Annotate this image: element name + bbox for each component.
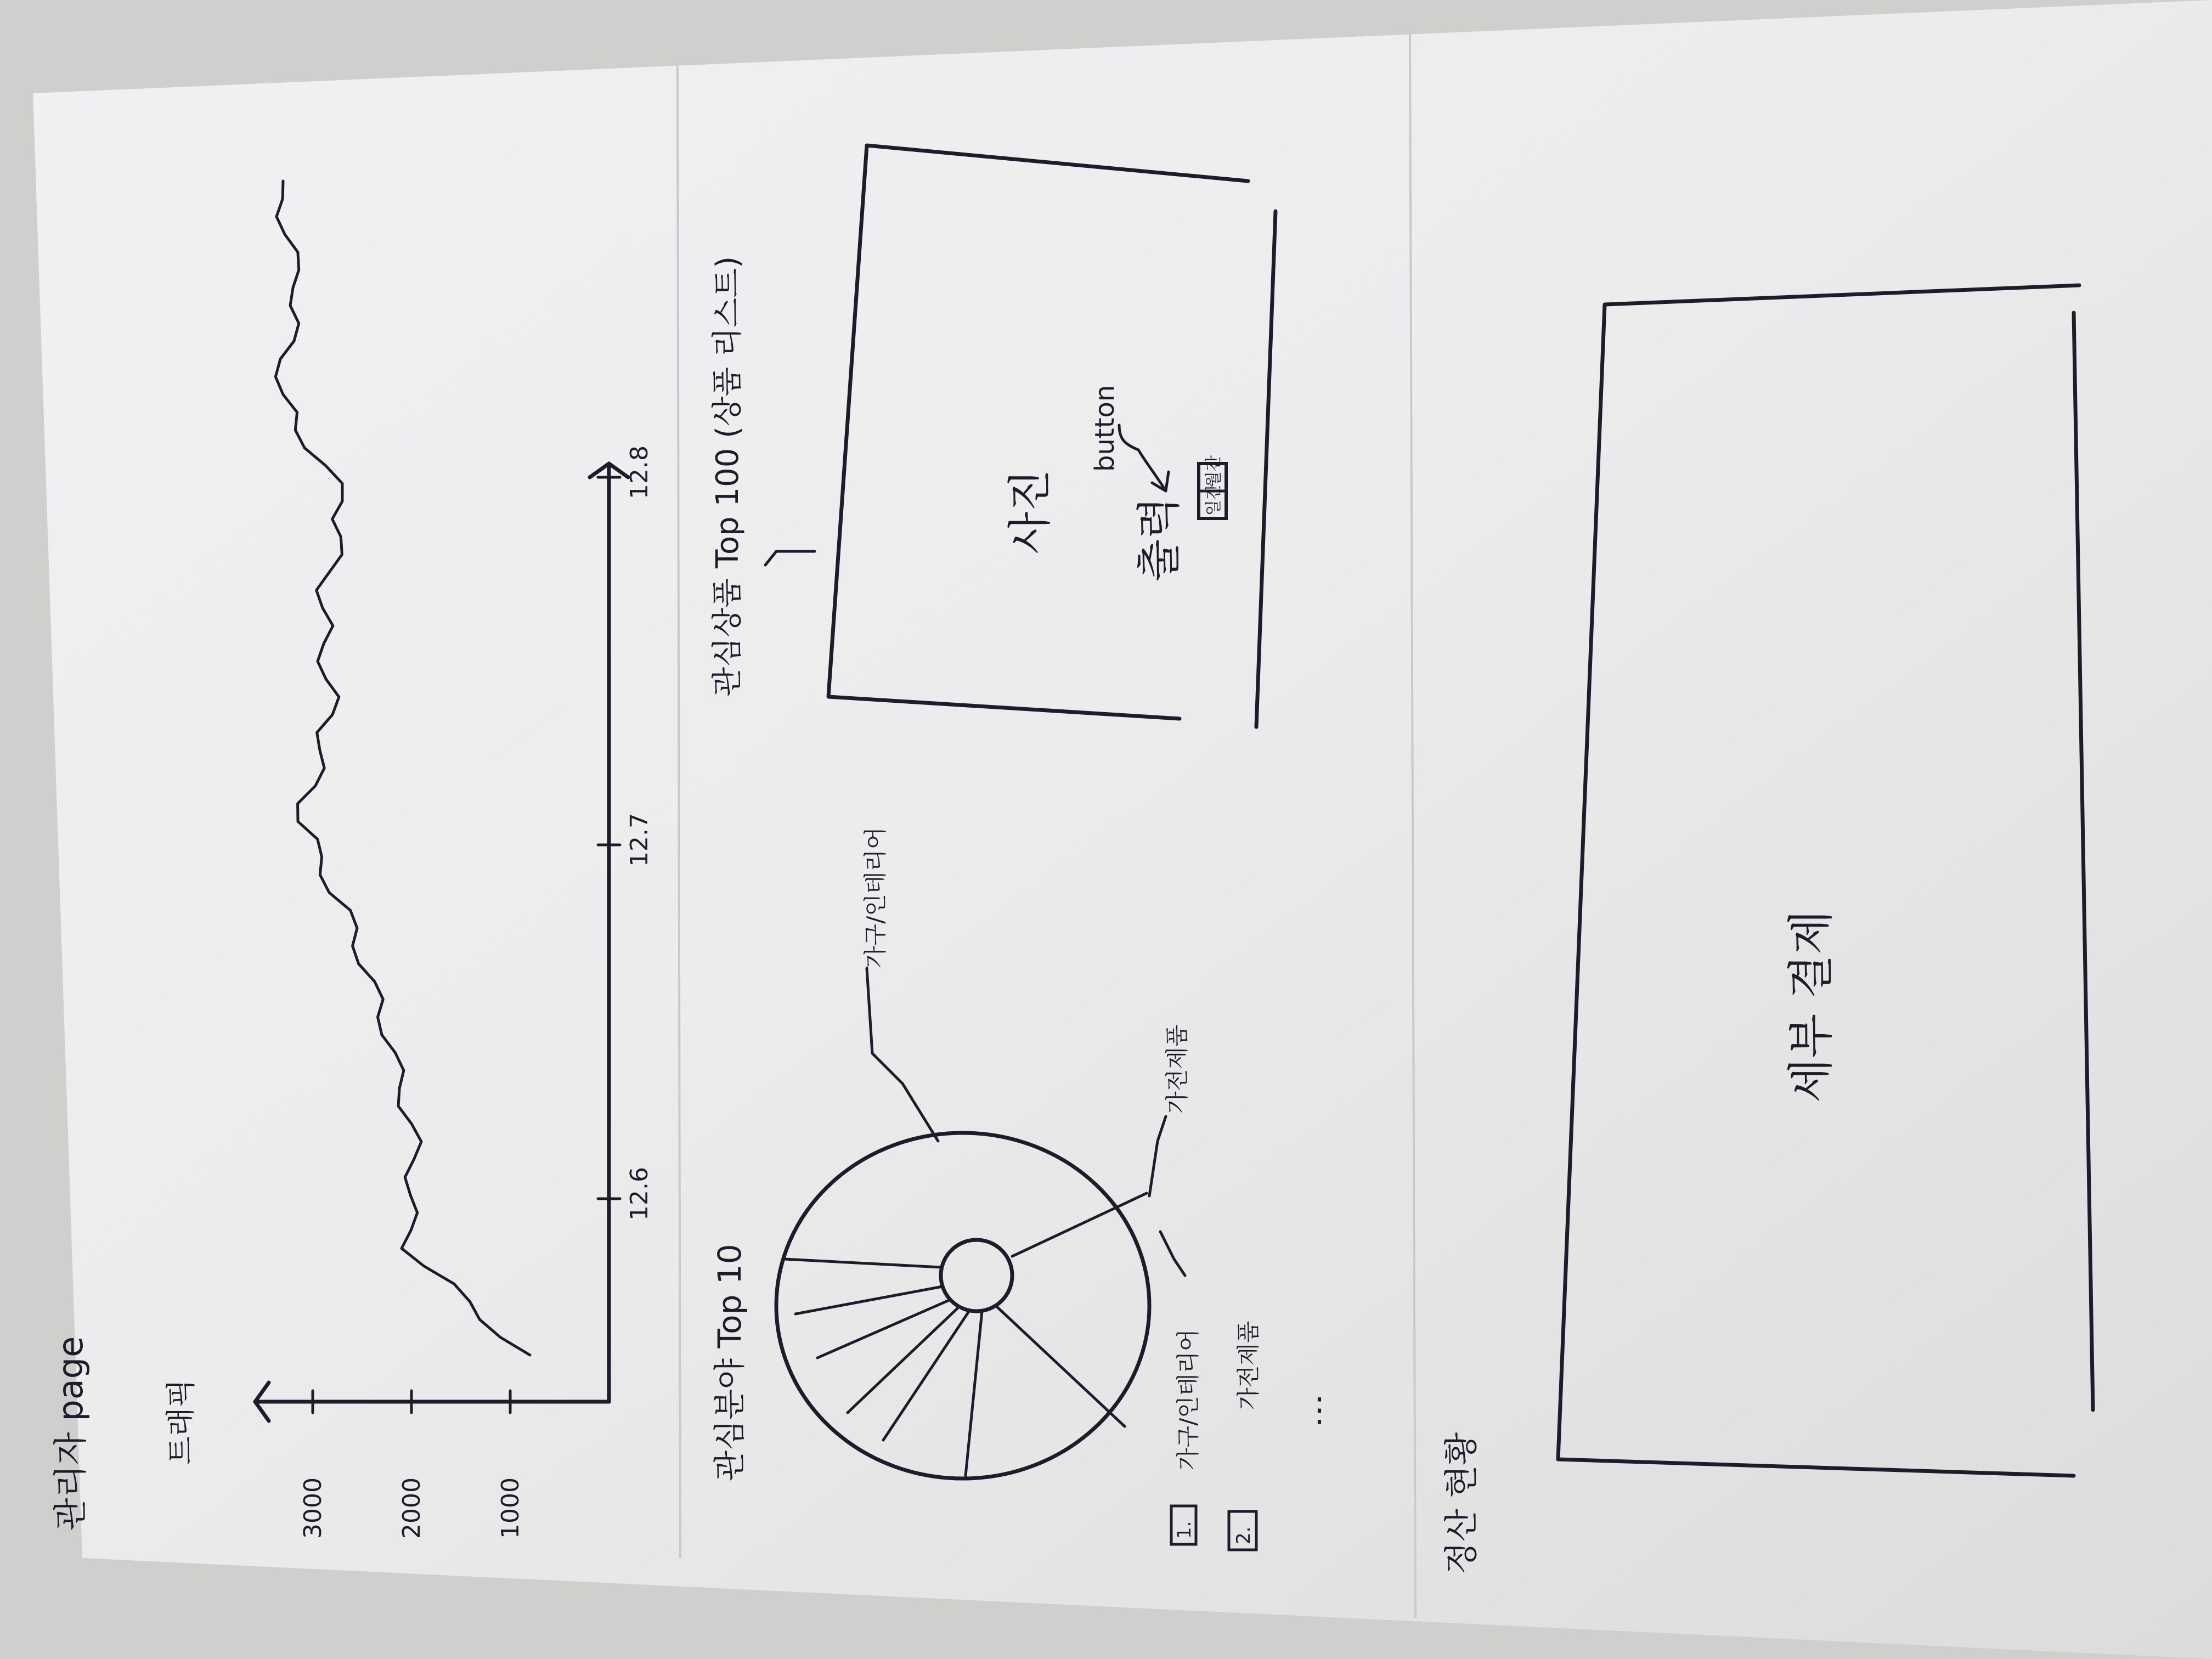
x-tick-label: 12.6 <box>625 1167 653 1221</box>
list-item-number: 2. <box>1233 1526 1255 1544</box>
pie-label: 가전제품 <box>1235 1321 1262 1410</box>
pie-label: 가구/인테리어 <box>862 827 889 968</box>
keyword-section-title: 관심분야 Top 10 <box>711 1244 748 1481</box>
daily-button-label[interactable]: 일간 <box>1204 484 1223 516</box>
settlement-box-label: 세부 결제 <box>1784 910 1838 1103</box>
y-tick-label: 3000 <box>299 1477 327 1539</box>
monthly-button-label[interactable]: 월간 <box>1204 455 1223 487</box>
pie-label: 가구/인테리어 <box>1175 1329 1201 1470</box>
x-tick-label: 12.7 <box>625 813 653 867</box>
y-tick-label: 1000 <box>496 1477 524 1539</box>
button-note: button <box>1090 385 1120 472</box>
pie-label: 가전제품 <box>1164 1024 1190 1114</box>
product-box-text: 사진 <box>1005 469 1056 554</box>
page-title: 관리자 page <box>50 1336 91 1531</box>
list-item-number: 1. <box>1173 1521 1195 1539</box>
x-tick-label: 12.8 <box>625 445 653 499</box>
paper-sheet <box>33 0 2212 1659</box>
settlement-title: 정산 현황 <box>1441 1432 1481 1575</box>
product-box-text: 출력 <box>1133 496 1184 582</box>
y-axis-label: 트래픽 <box>163 1379 198 1465</box>
y-tick-label: 2000 <box>398 1477 426 1539</box>
product-section-title: 관심상품 Top 100 (상품 리스트) <box>710 256 746 697</box>
list-ellipsis: ⋮ <box>1303 1391 1336 1429</box>
